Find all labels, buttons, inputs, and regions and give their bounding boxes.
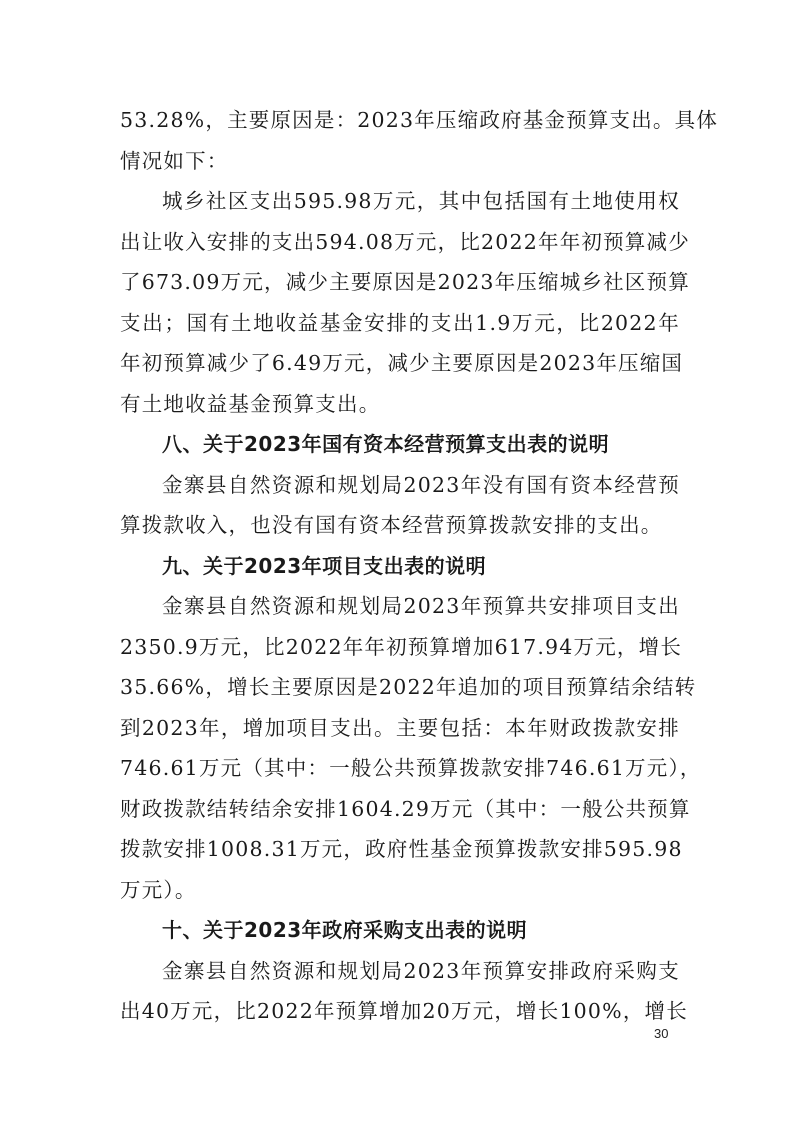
section-heading: 八、关于2023年国有资本经营预算支出表的说明 [162, 432, 610, 456]
paragraph-line: 城乡社区支出595.98万元，其中包括国有土地使用权 [162, 189, 680, 213]
paragraph-line: 金寨县自然资源和规划局2023年预算安排政府采购支 [162, 958, 680, 983]
paragraph-line: 财政拨款结转结余安排1604.29万元（其中：一般公共预算 [120, 796, 691, 821]
paragraph-line: 了673.09万元，减少主要原因是2023年压缩城乡社区预算 [120, 270, 690, 294]
paragraph-line: 拨款安排1008.31万元，政府性基金预算拨款安排595.98 [120, 837, 683, 861]
paragraph-line: 53.28%，主要原因是：2023年压缩政府基金预算支出。具体 [120, 108, 719, 132]
section-heading: 九、关于2023年项目支出表的说明 [162, 553, 487, 578]
paragraph-line: 35.66%，增长主要原因是2022年追加的项目预算结余结转 [120, 675, 697, 699]
section-heading: 十、关于2023年政府采购支出表的说明 [162, 918, 528, 942]
paragraph-line: 年初预算减少了6.49万元，减少主要原因是2023年压缩国 [120, 351, 684, 375]
paragraph-line: 金寨县自然资源和规划局2023年预算共安排项目支出 [162, 594, 680, 618]
paragraph-line: 金寨县自然资源和规划局2023年没有国有资本经营预 [162, 472, 680, 497]
page-number: 30 [654, 1026, 669, 1041]
paragraph-line: 746.61万元（其中：一般公共预算拨款安排746.61万元）， [120, 756, 702, 780]
paragraph-line: 情况如下： [120, 148, 229, 173]
paragraph-line: 有土地收益基金预算支出。 [120, 391, 381, 416]
paragraph-line: 到2023年，增加项目支出。主要包括：本年财政拨款安排 [120, 715, 680, 740]
paragraph-line: 万元）。 [120, 877, 197, 902]
document-body [120, 100, 719, 1032]
paragraph-line: 出40万元，比2022年预算增加20万元，增长100%，增长 [120, 999, 688, 1023]
paragraph-line: 出让收入安排的支出594.08万元，比2022年年初预算减少 [120, 229, 690, 254]
paragraph-line: 2350.9万元，比2022年年初预算增加617.94万元，增长 [120, 634, 683, 659]
paragraph-line: 支出；国有土地收益基金安排的支出1.9万元，比2022年 [120, 310, 680, 335]
paragraph-line: 算拨款收入，也没有国有资本经营预算拨款安排的支出。 [120, 513, 663, 537]
